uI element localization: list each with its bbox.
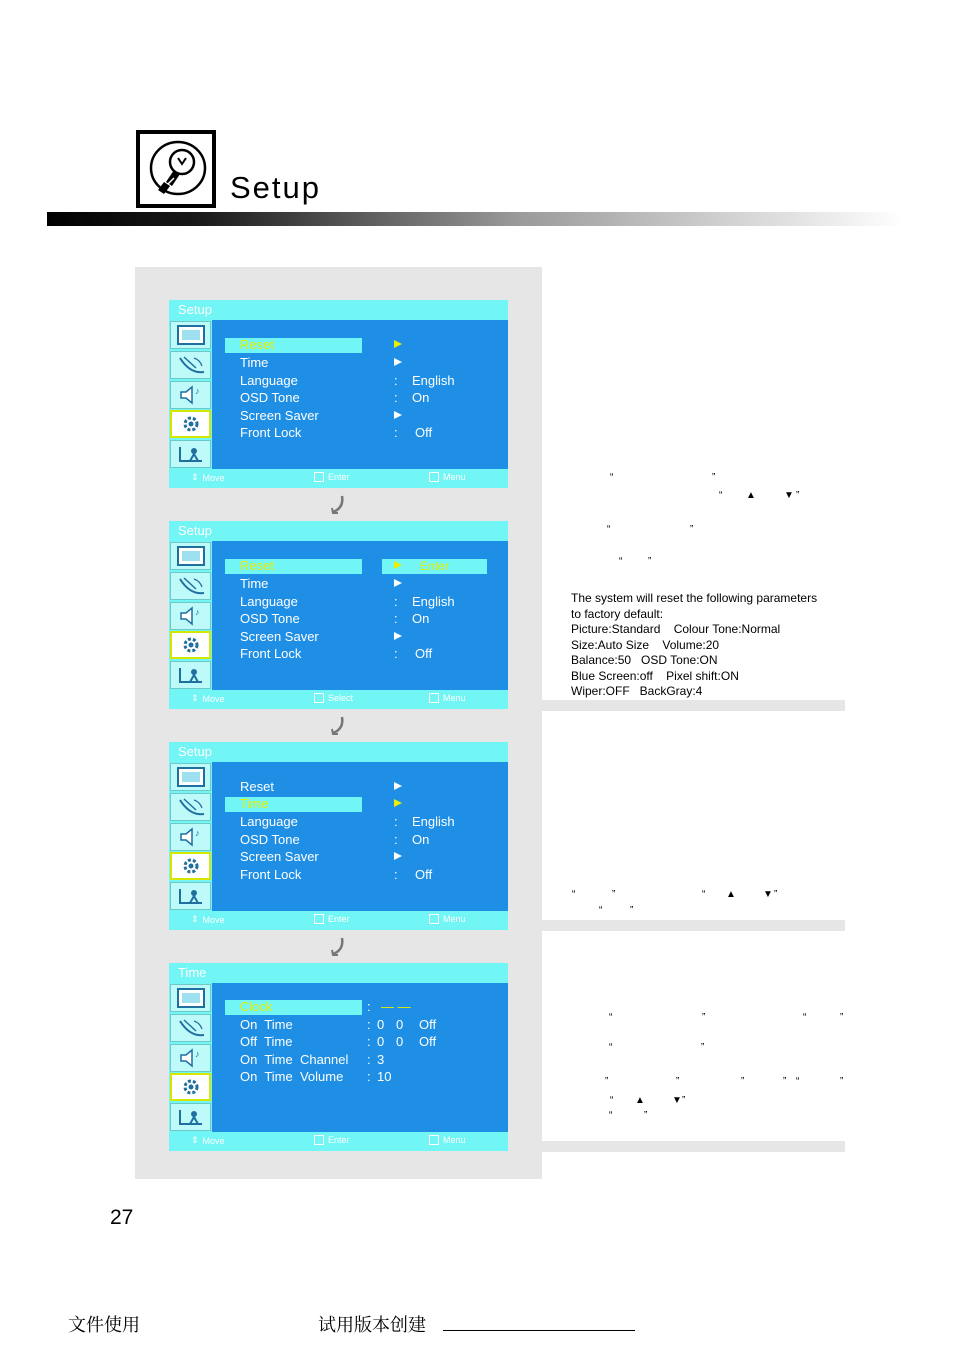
menu-item-reset[interactable]: Reset bbox=[239, 337, 489, 354]
quote-mark: ” bbox=[701, 1042, 705, 1053]
quote-mark: ” bbox=[774, 889, 778, 900]
menu-item-screen-saver[interactable]: Screen Saver bbox=[239, 849, 489, 866]
divider bbox=[542, 1150, 845, 1152]
person-icon[interactable] bbox=[170, 882, 211, 910]
quote-mark: ” bbox=[690, 524, 694, 535]
picture-icon[interactable] bbox=[170, 321, 211, 349]
osd-sidebar bbox=[169, 983, 212, 1132]
menu-icon bbox=[429, 472, 439, 482]
menu-item-time[interactable]: Time bbox=[239, 355, 489, 372]
menu-item-on-time-channel[interactable]: On Time Channel : 3 bbox=[240, 1052, 385, 1067]
osd-footer: ⇕ Move Enter Menu bbox=[169, 911, 508, 930]
move-icon: ⇕ bbox=[191, 914, 199, 924]
enter-icon bbox=[314, 914, 324, 924]
divider bbox=[542, 700, 845, 709]
menu-item-language[interactable]: Language : English bbox=[240, 594, 455, 609]
enter-button[interactable]: Enter bbox=[382, 559, 487, 574]
speaker-icon[interactable] bbox=[170, 381, 211, 409]
menu-item-clock[interactable]: Clock : — — bbox=[240, 999, 411, 1014]
quote-mark: ” bbox=[648, 556, 652, 567]
satellite-dish-icon[interactable] bbox=[170, 351, 211, 379]
svg-text:♪: ♪ bbox=[194, 1049, 199, 1059]
step-arrow-icon bbox=[330, 936, 346, 958]
up-arrow-icon: ▲ bbox=[746, 490, 756, 501]
footer-left-text: 文件使用 bbox=[68, 1315, 140, 1336]
quote-mark: ” bbox=[741, 1076, 745, 1087]
divider bbox=[542, 1141, 845, 1150]
footer-underline bbox=[443, 1330, 635, 1331]
page-number: 27 bbox=[110, 1206, 134, 1229]
svg-text:♪: ♪ bbox=[194, 607, 199, 617]
enter-icon bbox=[314, 1135, 324, 1145]
setup-logo bbox=[136, 130, 216, 208]
osd-header: Setup bbox=[169, 300, 508, 320]
quote-mark: “ bbox=[702, 889, 706, 900]
quote-mark: ” bbox=[702, 1012, 706, 1023]
arrow-right-icon bbox=[394, 782, 402, 790]
quote-mark: “ bbox=[599, 905, 603, 916]
gear-icon[interactable] bbox=[170, 631, 211, 659]
move-icon: ⇕ bbox=[191, 472, 199, 482]
step-arrow-icon bbox=[330, 494, 346, 516]
menu-item-front-lock[interactable]: Front Lock : Off bbox=[240, 646, 433, 661]
menu-item-screen-saver[interactable]: Screen Saver bbox=[239, 408, 489, 425]
reset-info-text: The system will reset the following parameters to factory default: Picture:Standard Colour Tone:Normal Size:Auto Size Volume:20 Balance:50 OSD Tone:ON Blue Screen:off Pixel shift:ON Wiper:OFF BackGray:4 bbox=[571, 591, 818, 698]
osd-header: Setup bbox=[169, 521, 508, 541]
osd-setup-reset-enter bbox=[169, 521, 508, 709]
menu-item-front-lock[interactable]: Front Lock : Off bbox=[240, 867, 433, 882]
quote-mark: “ bbox=[609, 1042, 613, 1053]
divider bbox=[542, 920, 845, 929]
quote-mark: “ bbox=[607, 524, 611, 535]
picture-icon[interactable] bbox=[170, 984, 211, 1012]
down-arrow-icon: ▼ bbox=[763, 889, 773, 900]
satellite-dish-icon[interactable] bbox=[170, 1014, 211, 1042]
down-arrow-icon: ▼ bbox=[784, 490, 794, 501]
quote-mark: ” bbox=[630, 905, 634, 916]
down-arrow-icon: ▼ bbox=[672, 1095, 682, 1106]
osd-footer: ⇕ Move Enter Menu bbox=[169, 469, 508, 488]
speaker-icon[interactable] bbox=[170, 823, 211, 851]
arrow-right-icon bbox=[394, 579, 402, 587]
osd-footer: ⇕ Move Select Menu bbox=[169, 690, 508, 709]
select-icon bbox=[314, 693, 324, 703]
enter-icon bbox=[314, 472, 324, 482]
quote-mark: “ bbox=[609, 1012, 613, 1023]
menu-item-osd-tone[interactable]: OSD Tone : On bbox=[240, 390, 430, 405]
osd-sidebar bbox=[169, 320, 212, 469]
menu-icon bbox=[429, 693, 439, 703]
menu-item-reset[interactable]: Reset bbox=[239, 779, 489, 796]
quote-mark: ” bbox=[712, 472, 716, 483]
quote-mark: “ bbox=[610, 472, 614, 483]
arrow-right-icon bbox=[394, 561, 402, 569]
satellite-dish-icon[interactable] bbox=[170, 793, 211, 821]
person-icon[interactable] bbox=[170, 1103, 211, 1131]
person-icon[interactable] bbox=[170, 661, 211, 689]
menu-icon bbox=[429, 1135, 439, 1145]
step-arrow-icon bbox=[330, 715, 346, 737]
arrow-right-icon bbox=[394, 799, 402, 807]
menu-item-off-time[interactable]: Off Time : 0 0 Off bbox=[240, 1034, 437, 1049]
gear-icon[interactable] bbox=[170, 1073, 211, 1101]
menu-item-on-time-volume[interactable]: On Time Volume : 10 bbox=[240, 1069, 392, 1084]
osd-menu bbox=[212, 762, 508, 911]
satellite-dish-icon[interactable] bbox=[170, 572, 211, 600]
arrow-right-icon bbox=[394, 852, 402, 860]
menu-item-language[interactable]: Language : English bbox=[240, 373, 455, 388]
osd-sidebar bbox=[169, 762, 212, 911]
quote-mark: ” bbox=[612, 889, 616, 900]
menu-item-screen-saver[interactable]: Screen Saver bbox=[239, 629, 489, 646]
picture-icon[interactable] bbox=[170, 763, 211, 791]
osd-time-menu bbox=[169, 963, 508, 1151]
arrow-right-icon bbox=[394, 358, 402, 366]
speaker-icon[interactable] bbox=[170, 1044, 211, 1072]
quote-mark: ” bbox=[644, 1110, 648, 1121]
up-arrow-icon: ▲ bbox=[726, 889, 736, 900]
lightbulb-icon bbox=[144, 138, 208, 200]
move-icon: ⇕ bbox=[191, 1135, 199, 1145]
osd-menu bbox=[212, 320, 508, 469]
menu-item-osd-tone[interactable]: OSD Tone : On bbox=[240, 611, 430, 626]
gear-icon[interactable] bbox=[170, 852, 211, 880]
svg-text:♪: ♪ bbox=[194, 828, 199, 838]
quote-mark: ” bbox=[840, 1076, 844, 1087]
quote-mark: ” bbox=[676, 1076, 680, 1087]
up-arrow-icon: ▲ bbox=[635, 1095, 645, 1106]
quote-mark: ” bbox=[682, 1095, 686, 1106]
quote-mark: ” bbox=[783, 1076, 787, 1087]
quote-mark: “ bbox=[803, 1012, 807, 1023]
divider bbox=[542, 929, 845, 931]
move-icon: ⇕ bbox=[191, 693, 199, 703]
arrow-right-icon bbox=[394, 632, 402, 640]
divider bbox=[542, 709, 845, 711]
arrow-right-icon bbox=[394, 340, 402, 348]
quote-mark: “ bbox=[619, 556, 623, 567]
osd-menu bbox=[212, 541, 508, 690]
osd-setup-reset-selected bbox=[169, 300, 508, 488]
gear-icon[interactable] bbox=[170, 410, 211, 438]
menu-item-language[interactable]: Language : English bbox=[240, 814, 455, 829]
quote-mark: “ bbox=[796, 1076, 800, 1087]
quote-mark: ” bbox=[796, 490, 800, 501]
quote-mark: “ bbox=[610, 1095, 614, 1106]
osd-header: Setup bbox=[169, 742, 508, 762]
quote-mark: ” bbox=[605, 1076, 609, 1087]
footer-right-text: 试用版本创建 bbox=[318, 1315, 426, 1336]
menu-item-time[interactable]: Time bbox=[239, 576, 489, 593]
arrow-right-icon bbox=[394, 411, 402, 419]
svg-text:♪: ♪ bbox=[194, 386, 199, 396]
quote-mark: “ bbox=[719, 490, 723, 501]
quote-mark: “ bbox=[609, 1110, 613, 1121]
quote-mark: ” bbox=[840, 1012, 844, 1023]
osd-header: Time bbox=[169, 963, 508, 983]
menu-item-on-time[interactable]: On Time : 0 0 Off bbox=[240, 1017, 437, 1032]
menu-item-time[interactable]: Time bbox=[239, 796, 489, 813]
osd-setup-time-selected bbox=[169, 742, 508, 930]
menu-item-osd-tone[interactable]: OSD Tone : On bbox=[240, 832, 430, 847]
page-title: Setup bbox=[230, 170, 322, 205]
picture-icon[interactable] bbox=[170, 542, 211, 570]
person-icon[interactable] bbox=[170, 440, 211, 468]
menu-item-reset[interactable]: Reset bbox=[239, 558, 489, 575]
osd-footer: ⇕ Move Enter Menu bbox=[169, 1132, 508, 1151]
osd-menu bbox=[212, 983, 508, 1132]
menu-icon bbox=[429, 914, 439, 924]
title-gradient-bar bbox=[47, 212, 903, 226]
quote-mark: “ bbox=[572, 889, 576, 900]
osd-sidebar bbox=[169, 541, 212, 690]
speaker-icon[interactable] bbox=[170, 602, 211, 630]
menu-item-front-lock[interactable]: Front Lock : Off bbox=[240, 425, 433, 440]
